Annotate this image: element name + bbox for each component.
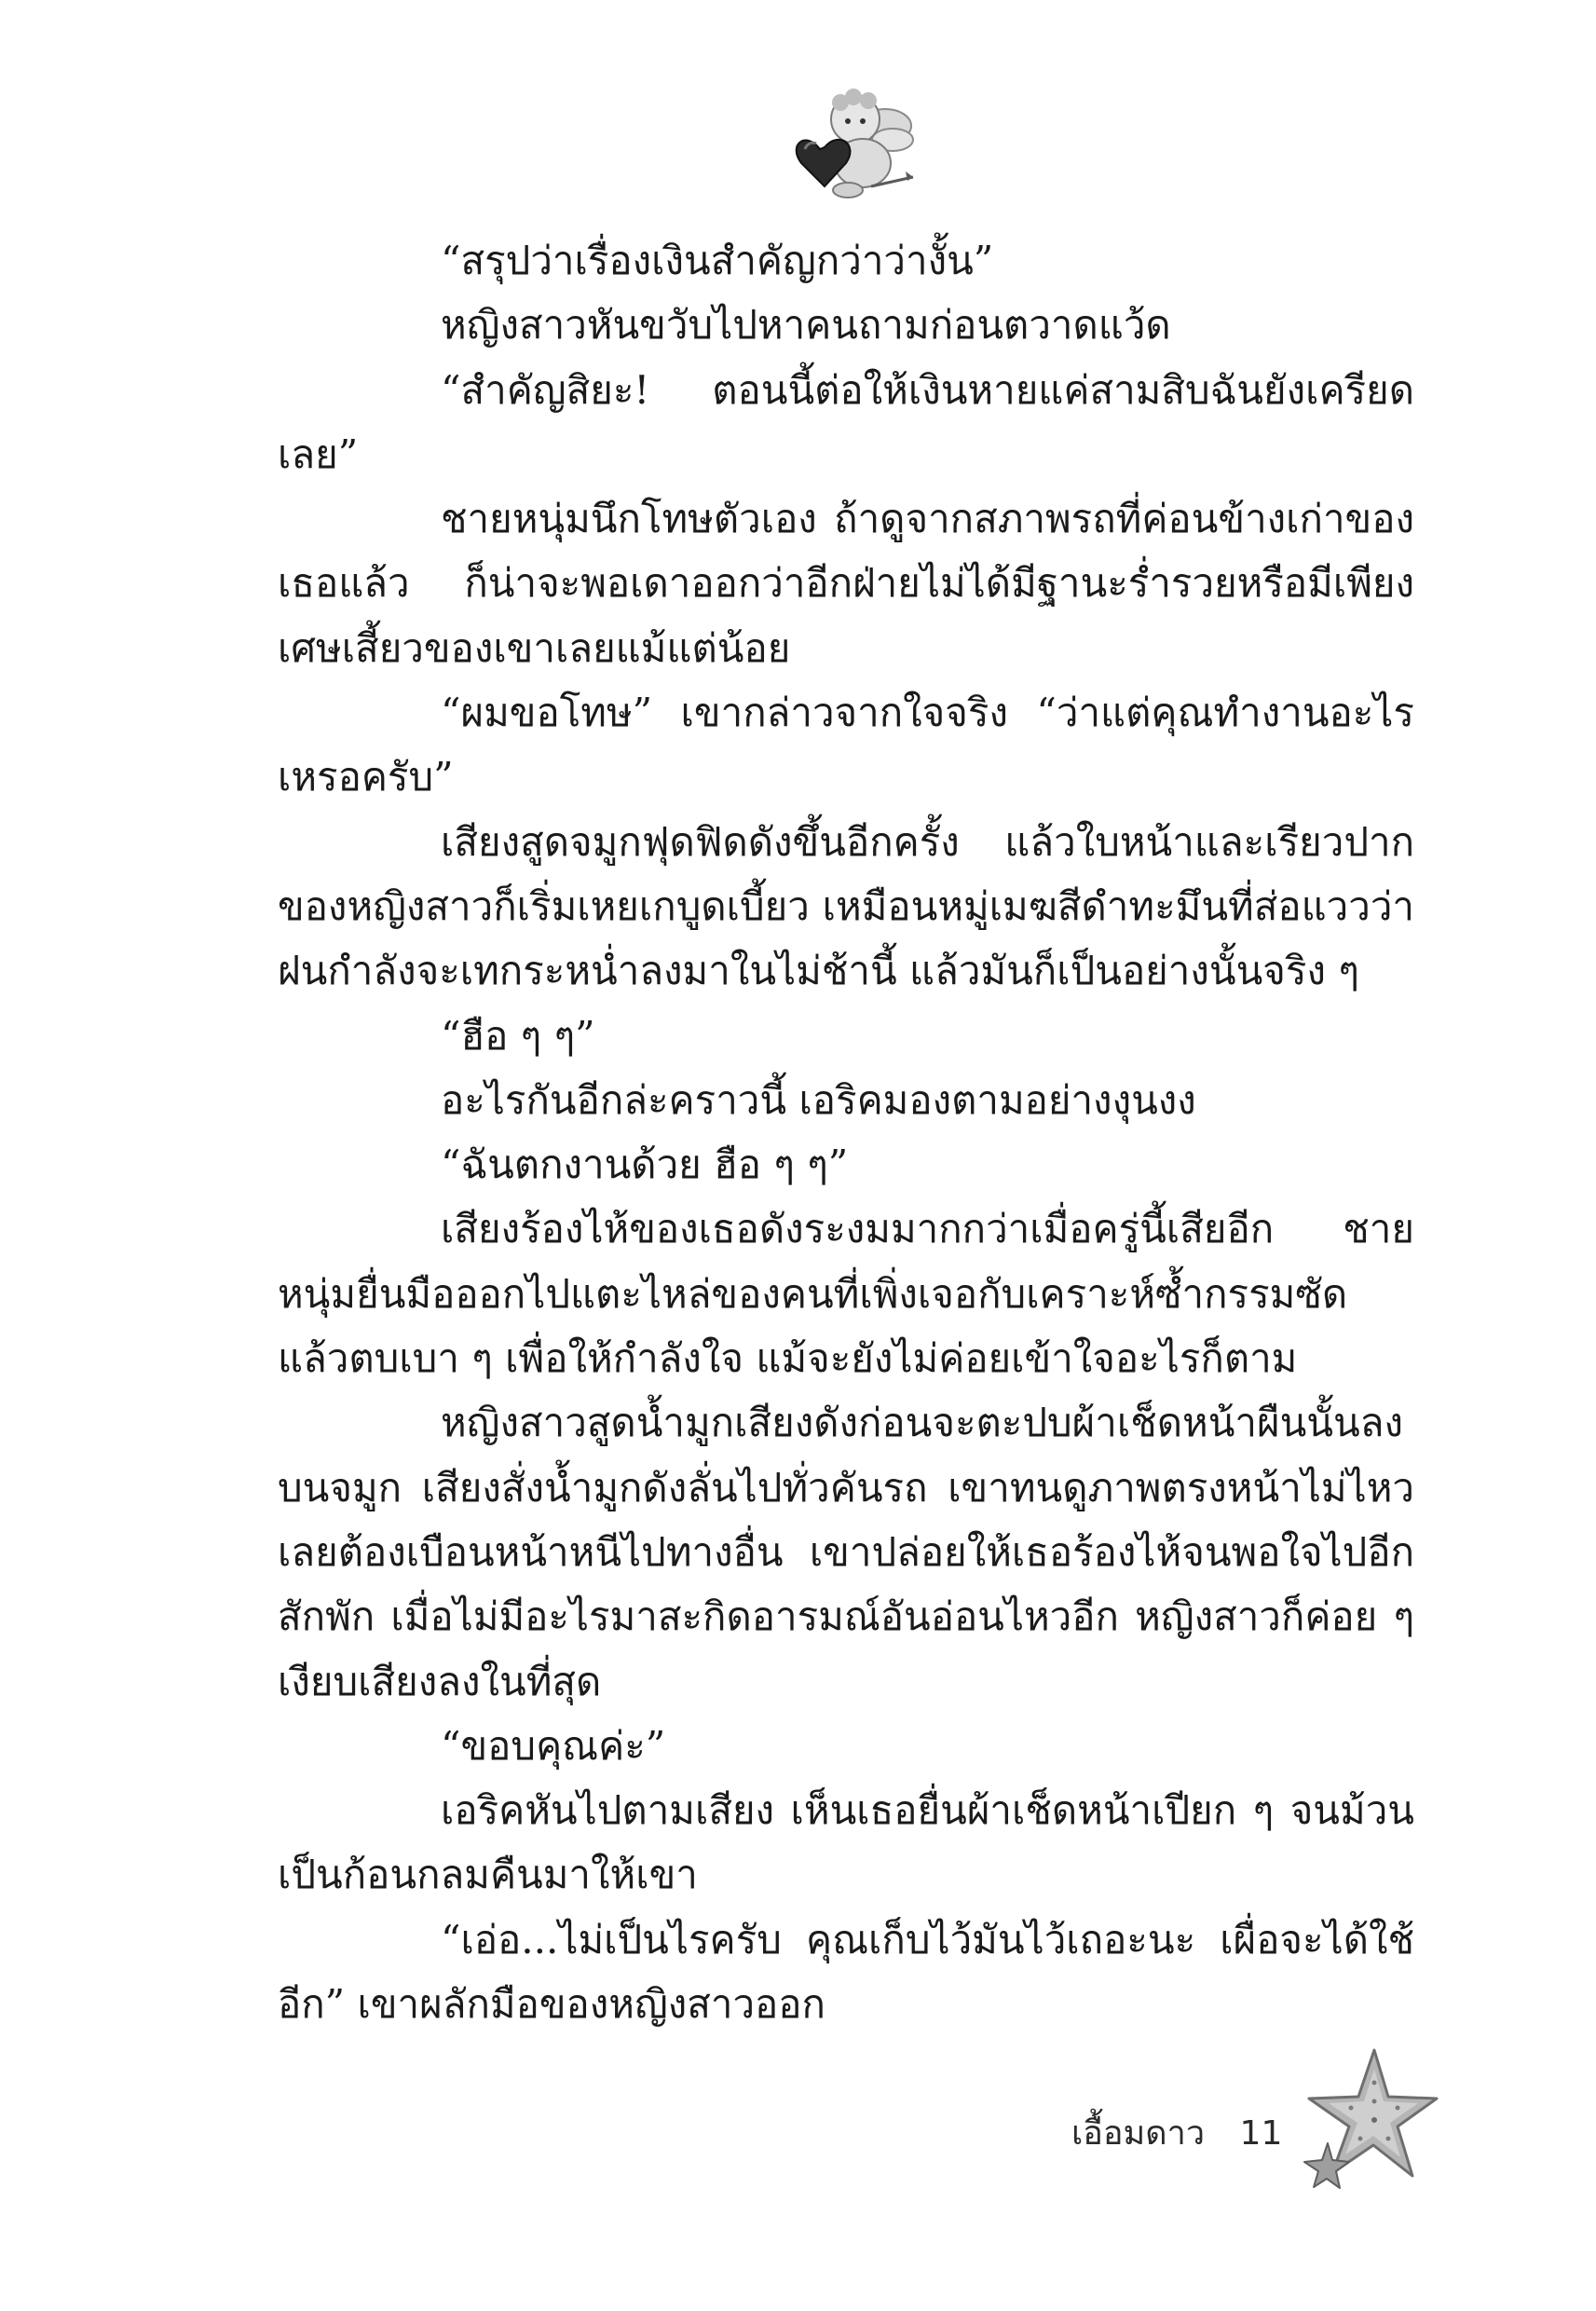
paragraph: “ขอบคุณค่ะ” xyxy=(441,1722,666,1769)
paragraph: หญิงสาวหันขวับไปหาคนถามก่อนตวาดแว้ด xyxy=(441,302,1171,349)
paragraph: “ฉันตกงานด้วย ฮือ ๆ ๆ” xyxy=(441,1142,849,1188)
cupid-with-heart-icon xyxy=(783,84,922,205)
starfish-icon xyxy=(1295,2041,1444,2190)
footer-caption xyxy=(1071,2106,1282,2159)
paragraph: เอริคหันไปตามเสียง เห็นเธอยื่นผ้าเช็ดหน้าเปียก ๆ จนม้วนเป็นก้อนกลมคืนมาให้เขา xyxy=(278,1787,1414,1898)
body-text xyxy=(278,228,1414,2036)
paragraph: หญิงสาวสูดน้ำมูกเสียงดังก่อนจะตะปบผ้าเช็ดหน้าผืนนั้นลงบนจมูก เสียงสั่งน้ำมูกดังลั่นไปทั่วคันรถ เขาทนดูภาพตรงหน้าไม่ไหวเลยต้องเบือนหน้าหนีไปทางอื่น เขาปล่อยให้เธอร้องไห้จนพอใจไปอีกสักพัก เมื่อไม่มีอะไรมาสะกิดอารมณ์อันอ่อนไหวอีก หญิงสาวก็ค่อย ๆ เงียบเสียงลงในที่สุด xyxy=(278,1400,1414,1704)
author-name: เอื้อมดาว xyxy=(1071,2114,1206,2153)
paragraph: “เอ่อ...ไม่เป็นไรครับ คุณเก็บไว้มันไว้เถอะนะ เผื่อจะได้ใช้อีก” เขาผลักมือของหญิงสาวออก xyxy=(278,1916,1414,2028)
paragraph: เสียงร้องไห้ของเธอดังระงมมากกว่าเมื่อครู่นี้เสียอีก ชายหนุ่มยื่นมือออกไปแตะไหล่ของคนที่เพิ่งเจอกับเคราะห์ซ้ำกรรมซัดแล้วตบเบา ๆ เพื่อให้กำลังใจ แม้จะยังไม่ค่อยเข้าใจอะไรก็ตาม xyxy=(278,1206,1414,1382)
page-number: 11 xyxy=(1239,2114,1283,2153)
paragraph: “สำคัญสิยะ! ตอนนี้ต่อให้เงินหายแค่สามสิบฉันยังเครียดเลย” xyxy=(278,366,1414,477)
paragraph: “สรุปว่าเรื่องเงินสำคัญกว่าว่างั้น” xyxy=(441,238,994,283)
paragraph: อะไรกันอีกล่ะคราวนี้ เอริคมองตามอย่างงุนงง xyxy=(441,1076,1196,1123)
paragraph: เสียงสูดจมูกฟุดฟิดดังขึ้นอีกครั้ง แล้วใบหน้าและเรียวปากของหญิงสาวก็เริ่มเหยเกบูดเบี้ยว เหมือนหมู่เมฆสีดำทะมึนที่ส่อแววว่าฝนกำลังจะเทกระหน่ำลงมาในไม่ช้านี้ แล้วมันก็เป็นอย่างนั้นจริง ๆ xyxy=(278,818,1414,994)
paragraph: “ผมขอโทษ” เขากล่าวจากใจจริง “ว่าแต่คุณทำงานอะไรเหรอครับ” xyxy=(278,690,1414,800)
paragraph: “ฮือ ๆ ๆ” xyxy=(441,1012,595,1059)
paragraph: ชายหนุ่มนึกโทษตัวเอง ถ้าดูจากสภาพรถที่ค่อนข้างเก่าของเธอแล้ว ก็น่าจะพอเดาออกว่าอีกฝ่ายไม่ได้มีฐานะร่ำรวยหรือมีเพียงเศษเสี้ยวของเขาเลยแม้แต่น้อย xyxy=(278,496,1414,671)
